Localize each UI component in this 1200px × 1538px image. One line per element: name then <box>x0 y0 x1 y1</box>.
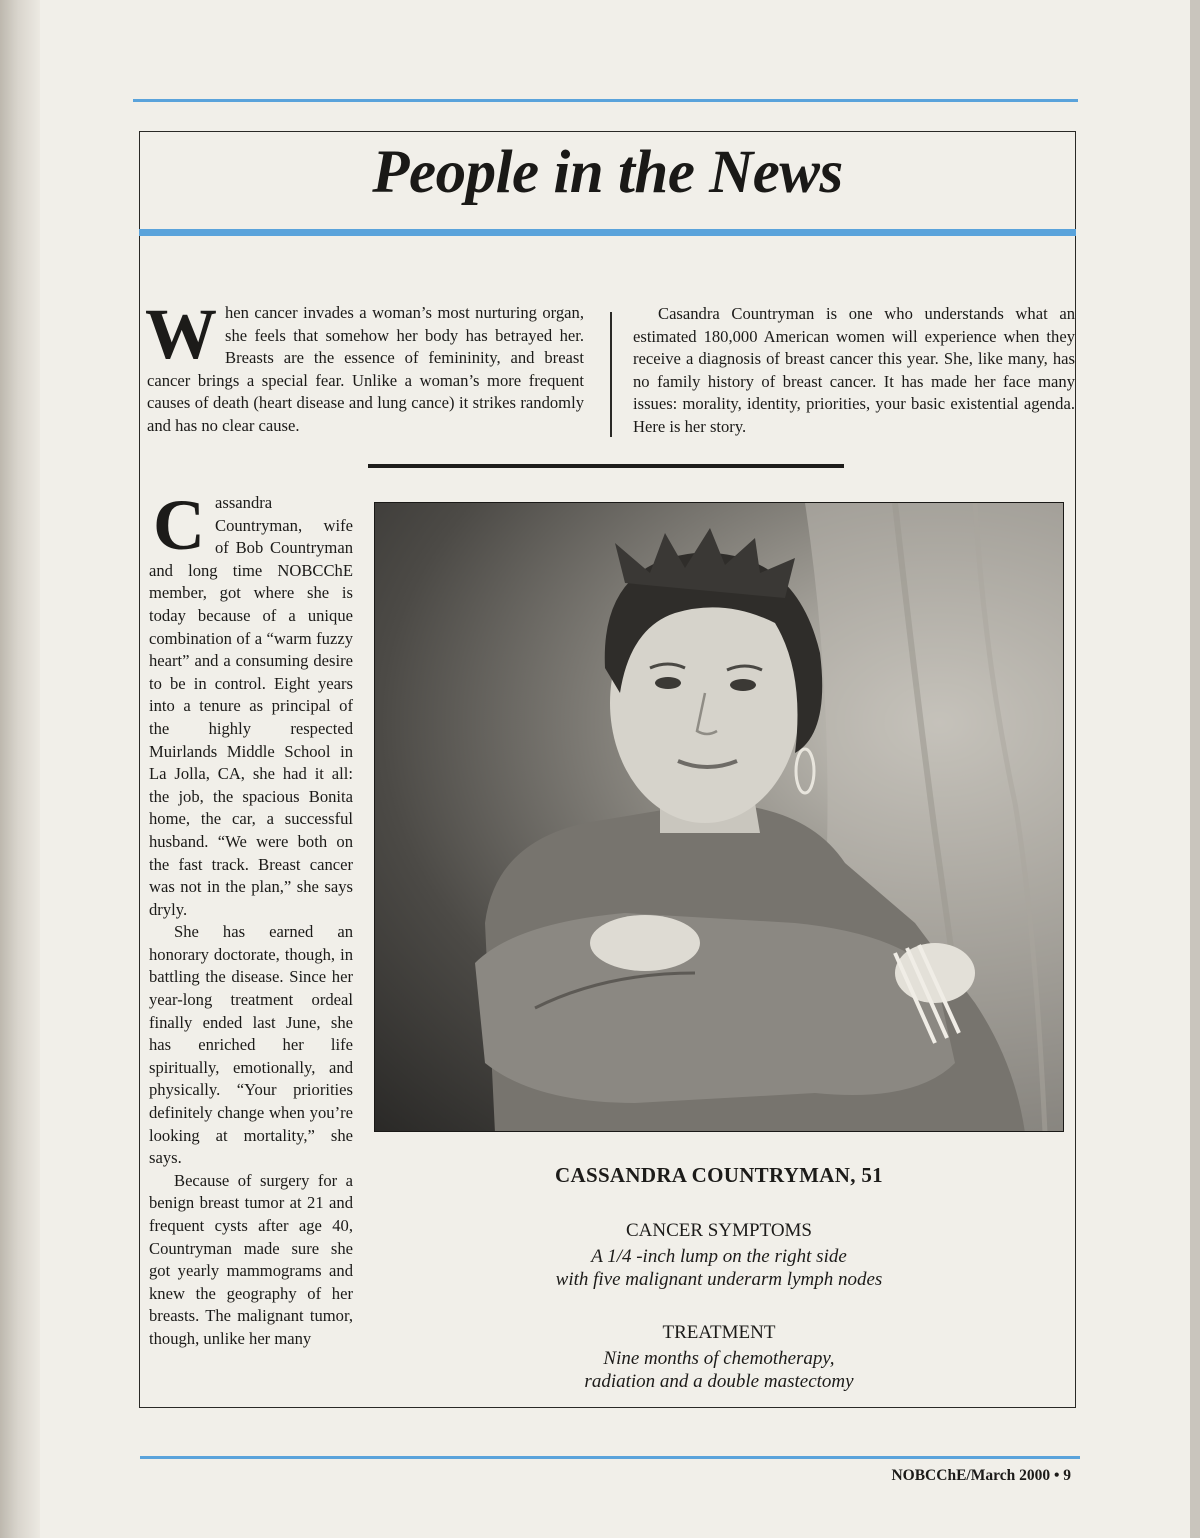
story-paragraph-3: Because of surgery for a benign breast tumor at 21 and frequent cysts after age 40, Countryman made sure she got yearly mammograms and knew the geography of her breasts. The malignant tumor, though, unlike her many <box>149 1170 353 1348</box>
story-paragraph-1-text: assandra Countryman, wife of Bob Countryman and long time NOBCChE member, got where she is today because of a unique combination of a “warm fuzzy heart” and a consuming desire to be in control. Eight years into a tenure as principal of the highly respected Muirlands Middle School in La Jolla, CA, she had it all: the job, the spacious Bonita home, the car, a successful husband. “We were both on the fast track. Breast cancer was not in the plan,” she says dryly. <box>149 493 353 919</box>
caption-symptoms-heading: CANCER SYMPTOMS <box>625 1220 812 1241</box>
caption-symptoms-line-1: A 1/4 -inch lump on the right side <box>591 1246 847 1267</box>
caption-name: CASSANDRA COUNTRYMAN, 51 <box>555 1163 883 1187</box>
intro-left-paragraph <box>145 294 584 438</box>
intro-dropcap: W <box>145 294 217 374</box>
page-footer: NOBCChE/March 2000 • 9 <box>891 1467 1071 1484</box>
intro-column-divider <box>610 312 612 437</box>
binding-edge <box>0 0 40 1538</box>
portrait-illustration <box>375 503 1064 1132</box>
caption-symptoms-line-2: with five malignant underarm lymph nodes <box>555 1269 883 1290</box>
page-title: People in the News <box>372 139 843 206</box>
caption-symptoms-text <box>374 1245 1064 1291</box>
intro-right-paragraph: Casandra Countryman is one who understands what an estimated 180,000 American women will experience when they receive a diagnosis of breast cancer this year. She, like many, has no family history of breast cancer. It has made her face many issues: morality, identity, priorities, your basic existential agenda. Here is her story. <box>633 304 1075 436</box>
story-dropcap: C <box>153 485 205 565</box>
story-column <box>149 485 353 1351</box>
title-blue-rule <box>139 229 1076 236</box>
portrait-photo <box>374 502 1064 1132</box>
bottom-blue-rule <box>140 1456 1080 1459</box>
caption-treatment-line-2: radiation and a double mastectomy <box>584 1371 854 1392</box>
section-divider-rule <box>368 464 844 468</box>
caption-treatment-heading: TREATMENT <box>662 1322 776 1343</box>
top-blue-rule <box>133 99 1078 102</box>
intro-left-text: hen cancer invades a woman’s most nurturing organ, she feels that somehow her body has betrayed her. Breasts are the essence of femininity, and breast cancer brings a special fear. Unlike a woman’s more frequent causes of death (heart disease and lung cance) it strikes randomly and has no clear cause. <box>147 303 584 435</box>
story-paragraph-1 <box>149 485 353 921</box>
caption-treatment-text <box>374 1347 1064 1393</box>
story-paragraph-2: She has earned an honorary doctorate, though, in battling the disease. Since her year-long treatment ordeal finally ended last June, she has enriched her life spiritually, emotionally, and physically. “Your priorities definitely change when you’re looking at mortality,” she says. <box>149 922 353 1168</box>
caption-treatment-line-1: Nine months of chemotherapy, <box>603 1348 835 1369</box>
